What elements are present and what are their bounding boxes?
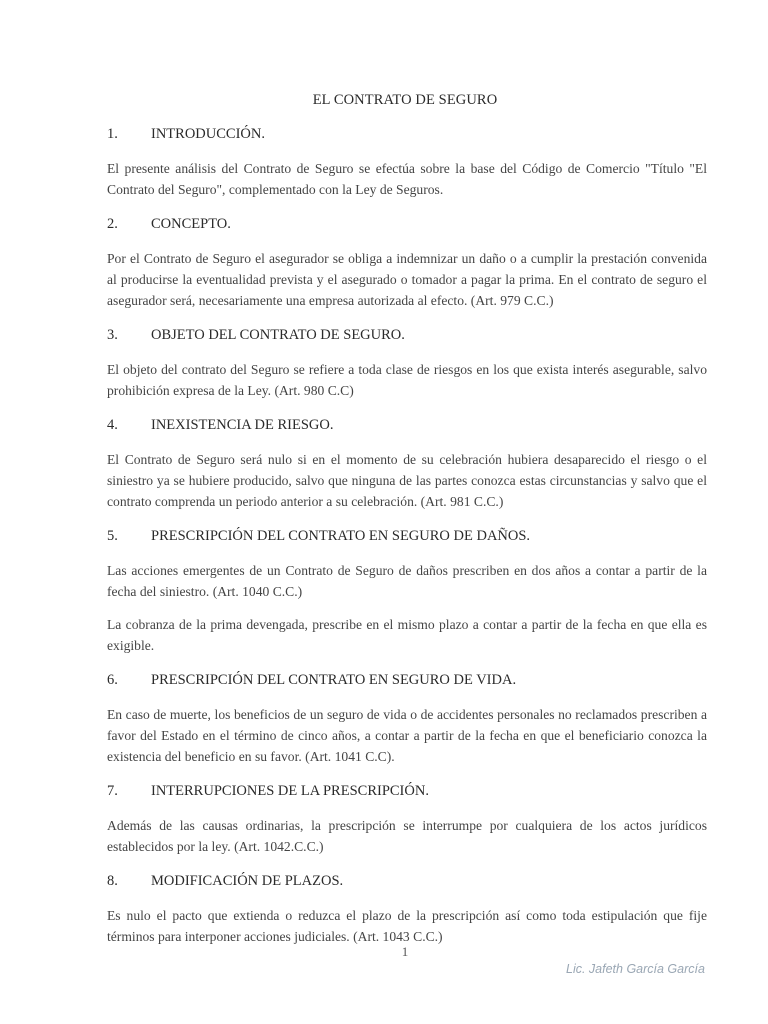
section-number: 8.: [107, 873, 118, 889]
page-number: 1: [401, 944, 409, 959]
section-paragraph: Por el Contrato de Seguro el asegurador se obliga a indemnizar un daño o a cumplir la prestación convenida al producirse la eventualidad prevista y el asegurado o tomador a pagar la prima. En el contrato de seguro el asegurador será, necesariamente una empresa autorizada al efecto. (Art. 979 C.C.): [107, 251, 707, 308]
section-heading: [107, 871, 707, 891]
section-paragraph: En caso de muerte, los beneficios de un seguro de vida o de accidentes personales no reclamados prescriben a favor del Estado en el término de cinco años, a contar a partir de la fecha en que el beneficiario conozca la existencia del beneficio en su favor. (Art. 1041 C.C).: [107, 707, 707, 764]
section-paragraph: El presente análisis del Contrato de Seguro se efectúa sobre la base del Código de Comercio "Título "El Contrato del Seguro", complementado con la Ley de Seguros.: [107, 161, 707, 197]
section-concepto: [107, 214, 707, 311]
section-modificacion-plazos: [107, 871, 707, 947]
section-number: 3.: [107, 327, 118, 343]
section-heading: [107, 526, 707, 546]
section-number: 1.: [107, 126, 118, 142]
section-paragraph: La cobranza de la prima devengada, prescribe en el mismo plazo a contar a partir de la fecha en que ella es exigible.: [107, 617, 707, 653]
section-inexistencia-riesgo: [107, 415, 707, 512]
document-body: [107, 124, 707, 947]
footer-author: Lic. Jafeth García García: [566, 962, 705, 976]
section-heading: [107, 124, 707, 144]
section-number: 7.: [107, 783, 118, 799]
section-title: INEXISTENCIA DE RIESGO.: [151, 417, 334, 433]
section-number: 2.: [107, 216, 118, 232]
section-title: MODIFICACIÓN DE PLAZOS.: [151, 873, 344, 889]
section-interrupciones: [107, 781, 707, 857]
section-title: INTRODUCCIÓN.: [151, 126, 265, 142]
section-paragraph: El Contrato de Seguro será nulo si en el momento de su celebración hubiera desaparecido el riesgo o el siniestro ya se hubiere producido, salvo que ninguna de las partes conozca estas circunstancias y salvo que el contrato comprenda un periodo anterior a su celebración. (Art. 981 C.C.): [107, 452, 707, 509]
section-number: 6.: [107, 672, 118, 688]
section-prescripcion-vida: [107, 670, 707, 767]
section-heading: [107, 214, 707, 234]
section-title: OBJETO DEL CONTRATO DE SEGURO.: [151, 327, 405, 343]
section-title: CONCEPTO.: [151, 216, 231, 232]
section-number: 5.: [107, 528, 118, 544]
section-paragraph: Es nulo el pacto que extienda o reduzca el plazo de la prescripción así como toda estipulación que fije términos para interponer acciones judiciales. (Art. 1043 C.C.): [107, 908, 707, 944]
section-number: 4.: [107, 417, 118, 433]
section-title: PRESCRIPCIÓN DEL CONTRATO EN SEGURO DE VIDA.: [151, 672, 517, 688]
section-title: INTERRUPCIONES DE LA PRESCRIPCIÓN.: [151, 783, 429, 799]
section-heading: [107, 781, 707, 801]
document-title: EL CONTRATO DE SEGURO: [312, 92, 498, 108]
section-prescripcion-danos: [107, 526, 707, 656]
section-paragraph: Las acciones emergentes de un Contrato de Seguro de daños prescriben en dos años a contar a partir de la fecha del siniestro. (Art. 1040 C.C.): [107, 563, 707, 599]
section-heading: [107, 415, 707, 435]
section-heading: [107, 670, 707, 690]
section-objeto: [107, 325, 707, 401]
section-paragraph: El objeto del contrato del Seguro se refiere a toda clase de riesgos en los que exista interés asegurable, salvo prohibición expresa de la Ley. (Art. 980 C.C): [107, 362, 707, 398]
section-paragraph: Además de las causas ordinarias, la prescripción se interrumpe por cualquiera de los actos jurídicos establecidos por la ley. (Art. 1042.C.C.): [107, 818, 707, 854]
section-introduccion: [107, 124, 707, 200]
section-title: PRESCRIPCIÓN DEL CONTRATO EN SEGURO DE DAÑOS.: [151, 528, 531, 544]
section-heading: [107, 325, 707, 345]
